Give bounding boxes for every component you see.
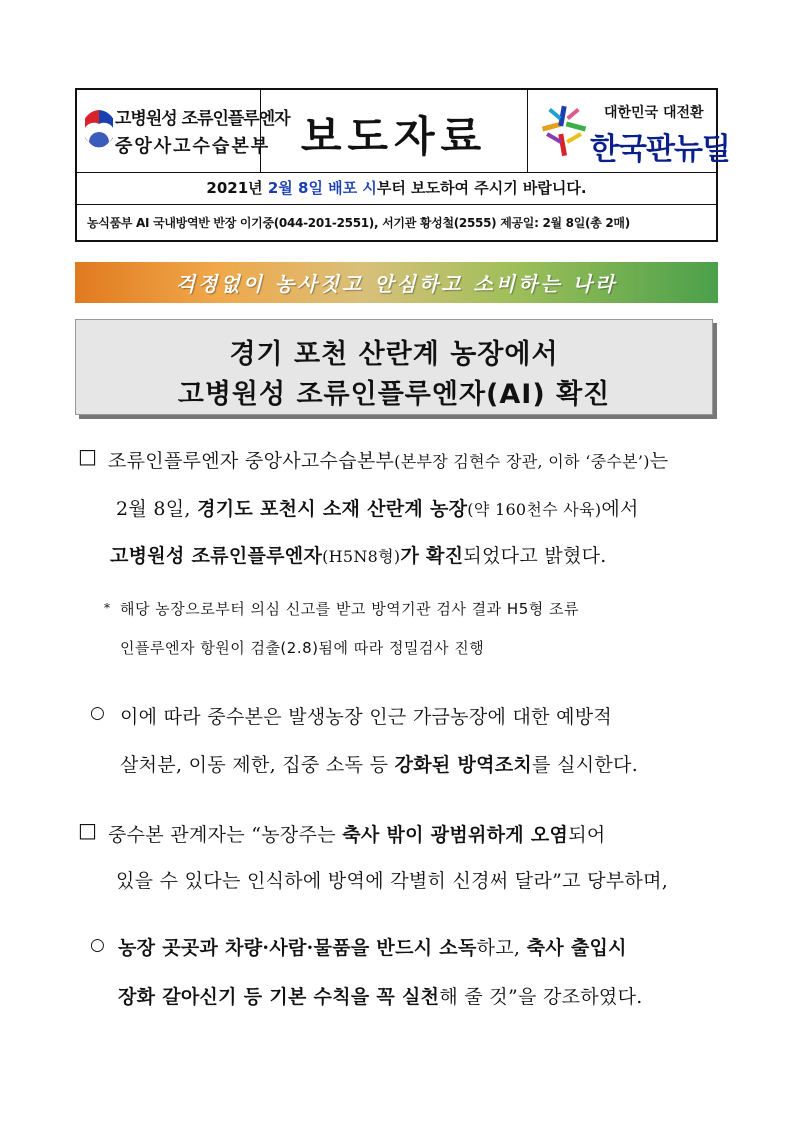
slogan-text: 걱정없이 농사짓고 안심하고 소비하는 나라 — [175, 272, 618, 296]
p1-from: 에서 — [601, 498, 639, 520]
note-line1: 해당 농장으로부터 의심 신고를 받고 방역기관 검사 결과 H5형 조류 — [120, 600, 579, 618]
p3-end: 되어 — [568, 824, 606, 846]
headline-line1: 경기 포천 산란계 농장에서 — [229, 339, 559, 370]
circle-bullet: ○ — [90, 935, 105, 955]
header-row-top — [77, 90, 730, 173]
government-emblem-icon — [85, 106, 113, 152]
square-bullet: □ — [78, 444, 97, 468]
p4-disinfect: 농장 곳곳과 차량·사람·물품을 반드시 소독 — [118, 937, 477, 959]
p1-date: 2월 8일, — [116, 498, 198, 520]
p4-rules: 장화 갈아신기 등 기본 수칙을 꼭 실천 — [118, 986, 440, 1008]
press-release-title: 보도자료 — [300, 112, 488, 161]
new-deal-title: 한국판뉴딜 — [590, 132, 730, 167]
release-notice — [77, 177, 716, 198]
headline-box — [75, 319, 713, 415]
p4-and: 하고, — [476, 937, 527, 959]
p1-disease: 고병원성 조류인플루엔자 — [110, 545, 323, 567]
release-year: 2021년 — [206, 179, 268, 197]
paragraph-4-line1 — [118, 933, 627, 960]
header-row-contact — [77, 204, 716, 240]
press-header-table — [75, 88, 730, 242]
p1-location: 경기도 포천시 소재 산란계 농장 — [197, 498, 468, 520]
note-line2: 인플루엔자 항원이 검출(2.8)됨에 따라 정밀검사 진행 — [120, 639, 485, 657]
p2-measures: 살처분, 이동 제한, 집중 소독 등 — [120, 754, 395, 776]
p1-end: 되었다고 밝혔다. — [463, 545, 607, 567]
release-date: 2월 8일 배포 시 — [267, 179, 377, 197]
p4-entry: 축사 출입시 — [526, 937, 627, 959]
circle-bullet: ○ — [90, 703, 105, 723]
agency-name-line2: 중앙사고수습본부 — [115, 136, 271, 157]
release-tail: 부터 보도하여 주시기 바랍니다. — [376, 179, 587, 197]
paragraph-1-line1 — [108, 446, 668, 473]
header-row-release — [77, 172, 716, 205]
p2-strengthened: 강화된 방역조치 — [394, 754, 533, 776]
paragraph-1-line3 — [110, 541, 607, 568]
agency-name-line1: 고병원성 조류인플루엔자 — [115, 109, 290, 129]
p4-end: 해 줄 것”을 강조하였다. — [439, 986, 643, 1008]
p1-particle: 는 — [649, 450, 669, 472]
square-bullet: □ — [78, 818, 97, 842]
paragraph-4-line2 — [118, 982, 643, 1009]
paragraph-2-line2 — [120, 750, 638, 777]
new-deal-subtitle: 대한민국 대전환 — [604, 105, 704, 121]
paragraph-1-line2 — [116, 494, 639, 521]
note-star: * — [104, 601, 111, 615]
contact-info: 농식품부 AI 국내방역반 반장 이기중(044-201-2551), 서기관 황성철(2555) 제공일: 2월 8일(총 2매) — [87, 216, 630, 230]
headline-line2: 고병원성 조류인플루엔자(AI) 확진 — [177, 379, 611, 410]
p1-strain: (H5N8형) — [322, 547, 401, 566]
p3-intro: 중수본 관계자는 “농장주는 — [108, 824, 343, 846]
agency-cell — [77, 90, 290, 172]
paragraph-3-line1 — [108, 820, 606, 847]
p3-contamination: 축사 밖이 광범위하게 오염 — [342, 824, 569, 846]
p1-agency: 조류인플루엔자 중앙사고수습본부 — [108, 450, 395, 472]
slogan-banner — [75, 262, 718, 303]
p1-count: (약 160천수 사육) — [467, 500, 602, 519]
new-deal-logo-icon — [538, 102, 588, 162]
new-deal-cell — [528, 90, 730, 172]
p1-confirmed: 가 확진 — [400, 545, 464, 567]
p2-end: 를 실시한다. — [532, 754, 639, 776]
press-title-cell — [261, 90, 528, 172]
paragraph-2-line1: 이에 따라 중수본은 발생농장 인근 가금농장에 대한 예방적 — [120, 706, 613, 728]
paragraph-3-line2: 있을 수 있다는 인식하에 방역에 각별히 신경써 달라”고 당부하며, — [116, 870, 669, 892]
p1-paren: (본부장 김현수 장관, 이하 ‘중수본’) — [394, 452, 650, 471]
